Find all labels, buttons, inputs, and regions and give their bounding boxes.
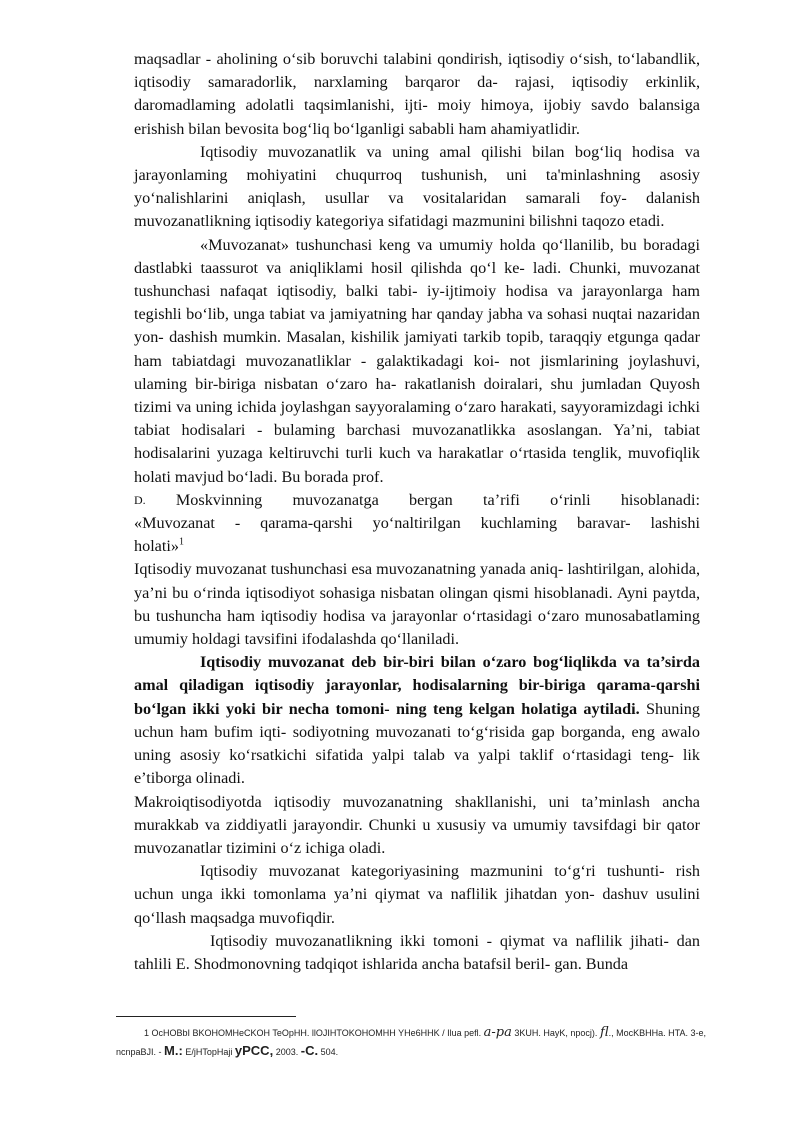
paragraph-1: maqsadlar - aholining o‘sib boruvchi talabini qondirish, iqtisodiy o‘sish, to‘labandlik, iqtisodiy samaradorlik, narxlaming barqaror da- rajasi, iqtisodiy erkinlik, daromadlaming adolatli taqsimlanishi, ijti- moiy himoya, ijobiy savdo balansiga erishish bilan bevosita bog‘liq bo‘lganligi sababli ham ahamiyatlidir. xyxy=(134,50,700,138)
definition-bold: Iqtisodiy muvozanat deb bir-biri bilan o‘zaro bog‘liqlikda va ta’sirda amal qiladigan iqtisodiy jarayonlar, hodisalarning bir-biriga qarama-qarshi bo‘lgan ikki yoki bir necha tomoni- ning teng kelgan holatiga aytiladi. xyxy=(134,653,700,718)
footnote-text: ., MocKBHHa. HTA. 3-e, ncnpaBJI. - xyxy=(116,1028,706,1057)
paragraph-4: Iqtisodiy muvozanat tushunchasi esa muvozanatning yanada aniq- lashtirilgan, alohida, ya’ni bu o‘rinda iqtisodiyot sohasiga nisbatan olingan qismi hisoblanadi. Ayni paytda, bu tushuncha ham iqtisodiy hodisa va jarayonlar o‘rtasidagi o‘zaro munosabatlaming umumiy holdagi tavsifini ifodalashda qo‘llaniladi. xyxy=(134,560,700,649)
author-word: hisoblanadi: xyxy=(620,490,700,509)
paragraph-8: Iqtisodiy muvozanatlikning ikki tomoni - qiymat va naflilik jihati- dan tahlili E. Shodmonovning tadqiqot ishlarida ancha batafsil beril- gan. Bunda xyxy=(134,931,700,973)
paragraph-2: Iqtisodiy muvozanatlik va uning amal qilishi bilan bog‘liq hodisa va jarayonlaming mohiyatini chuqurroq tushunish, uni ta'minlashning asosiy yo‘nalishlarini aniqlash, usullar va vositalaridan samarali foy- dalanish muvozanatlikning iqtisodiy kategoriya sifatidagi mazmunini bilishni taqozo etadi. xyxy=(134,142,700,231)
footnote-text: 3KUH. HayK, npocj). xyxy=(514,1028,598,1038)
quote-end-text: holati» xyxy=(134,537,179,556)
paragraph-3: «Muvozanat» tushunchasi keng va umumiy holda qo‘llanilib, bu boradagi dastlabki taassurot va aniqliklami hosil qilishda qo‘l ke- ladi. Chunki, muvozanat tushunchasi nafaqat iqtisodiy, balki tabi- iy-ijtimoiy hodisa va jarayonlarga ham tegishli bo‘lib, unga tabiat va jamiyatning har qanday jabha va sohasi nuqtai nazaridan yon- dashish mumkin. Masalan, kishilik jamiyati tarkib topib, taraqqiy etgunga qadar ham tabiatdagi muvozanatliklar - galaktikadagi koi- not jismlarining joylashuvi, ulaming bir-biriga nisbatan o‘zaro ha- rakatlanish doiralari, shu jumladan Quyosh tizimi va uning ichida joylashgan sayyoralaming o‘zaro harakati, sayyoramizdagi ichki tabiat hodisalari - bulaming barchasi muvozanatlikka asoslangan. Ya’ni, tabiat hodisalarini yuzaga keltiruvchi turli kuch va harakatlar o‘rtasida tenglik, muvofiqlik holati mavjud bo‘ladi. Bu borada prof. xyxy=(134,235,700,486)
author-word: o‘rinli xyxy=(550,490,591,509)
quote-word: yo‘naltirilgan xyxy=(372,514,461,533)
quote-line xyxy=(134,512,700,535)
footnote-text: 504. xyxy=(320,1047,339,1057)
author-word: Moskvinning xyxy=(175,490,263,509)
author-line xyxy=(134,489,700,512)
footnote-text: M.: xyxy=(164,1043,183,1058)
footnote-text: E/jHTopHaji xyxy=(185,1047,233,1057)
footnote-divider xyxy=(116,1016,296,1017)
quote-word: lashishi xyxy=(650,514,700,533)
paragraph-7: Iqtisodiy muvozanat kategoriyasining mazmunini to‘g‘ri tushunti- rish uchun unga ikki tomonlama ya’ni qiymat va naflilik jihatdan yon- dashuv usulini qo‘llash maqsadga muvofiqdir. xyxy=(134,862,700,927)
footnote-ref[interactable]: 1 xyxy=(178,536,184,548)
footnote-text: fl xyxy=(599,1025,609,1040)
quote-word: baravar- xyxy=(576,514,631,533)
author-word: ta’rifi xyxy=(483,490,520,509)
footnote xyxy=(116,1024,706,1061)
quote-word: - xyxy=(234,514,241,533)
definition-rest: Shuning uchun ham bufim iqti- sodiyotning muvozanati to‘g‘risida gap borganda, eng awalo uning asosiy ko‘rsatkichi sifatida yalpi talab va yalpi taklif o‘rtasidagi teng- lik e’tiborga olinadi. xyxy=(134,699,700,788)
author-word: bergan xyxy=(409,490,453,509)
author-word: muvozanatga xyxy=(292,490,379,509)
quote-word: qarama-qarshi xyxy=(260,514,353,533)
footnote-text: a-pa xyxy=(483,1025,512,1040)
footnote-text: 1 OcHOBbI BKOHOMHeCKOH TeOpHH. llOJIHTOKOHOMHH YHe6HHK / Ilua pefl. xyxy=(144,1028,482,1038)
footnote-text: 2003. xyxy=(275,1047,299,1057)
footnote-text: yPCC, xyxy=(234,1043,274,1058)
quote-word: kuchlaming xyxy=(480,514,558,533)
quote-end xyxy=(134,535,700,558)
footnote-text: -C. xyxy=(300,1043,319,1058)
paragraph-6: Makroiqtisodiyotda iqtisodiy muvozanatning shakllanishi, uni ta’minlash ancha murakkab va ziddiyatli jarayondir. Chunki u xususiy va umumiy tavsifdagi bir qator muvozanatlar tizimini o‘z ichiga oladi. xyxy=(134,792,700,857)
author-initial: D. xyxy=(134,492,146,507)
paragraph-5 xyxy=(134,651,700,790)
quote-word: «Muvozanat xyxy=(134,514,215,533)
document-body xyxy=(134,48,700,976)
